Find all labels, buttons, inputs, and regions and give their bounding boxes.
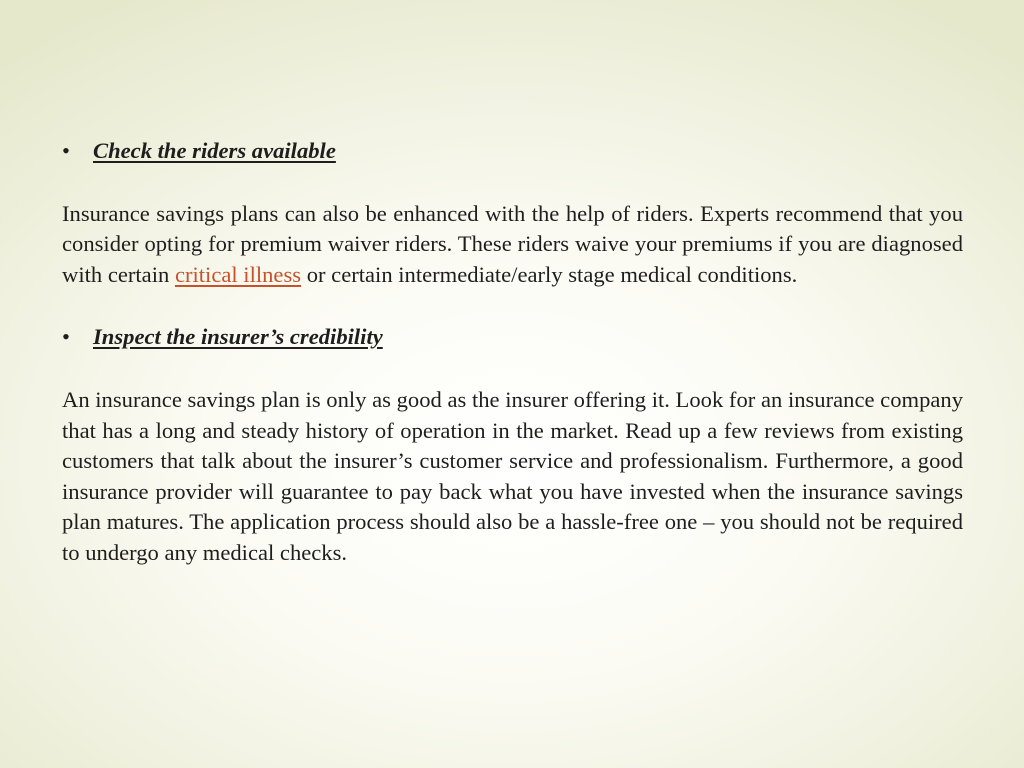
paragraph-riders-text-end: or certain intermediate/early stage medical conditions. [301, 261, 798, 287]
bullet-dot: • [62, 324, 70, 350]
heading-credibility: Inspect the insurer’s credibility [93, 324, 383, 350]
critical-illness-link[interactable]: critical illness [174, 261, 302, 287]
paragraph-riders [62, 199, 963, 291]
bullet-heading-riders [62, 136, 963, 167]
bullet-dot: • [62, 138, 70, 163]
slide-content [62, 136, 963, 569]
bullet-heading-credibility [62, 322, 963, 353]
heading-riders: Check the riders available [93, 138, 336, 163]
paragraph-credibility: An insurance savings plan is only as good as the insurer offering it. Look for an insurance company that has a long and steady history of operation in the market. Read up a few reviews from existing customers that talk about the insurer’s customer service and professionalism. Furthermore, a good insurance provider will guarantee to pay back what you have invested when the insurance savings plan matures. The application process should also be a hassle-free one – you should not be required to undergo any medical checks. [62, 386, 963, 565]
paragraph-riders-text-start: Insurance savings plans can also be enhanced with the help of riders. Experts recommend that you consider opting for premium waiver riders. These riders waive your premiums if you are diagnosed with certain [62, 200, 963, 287]
